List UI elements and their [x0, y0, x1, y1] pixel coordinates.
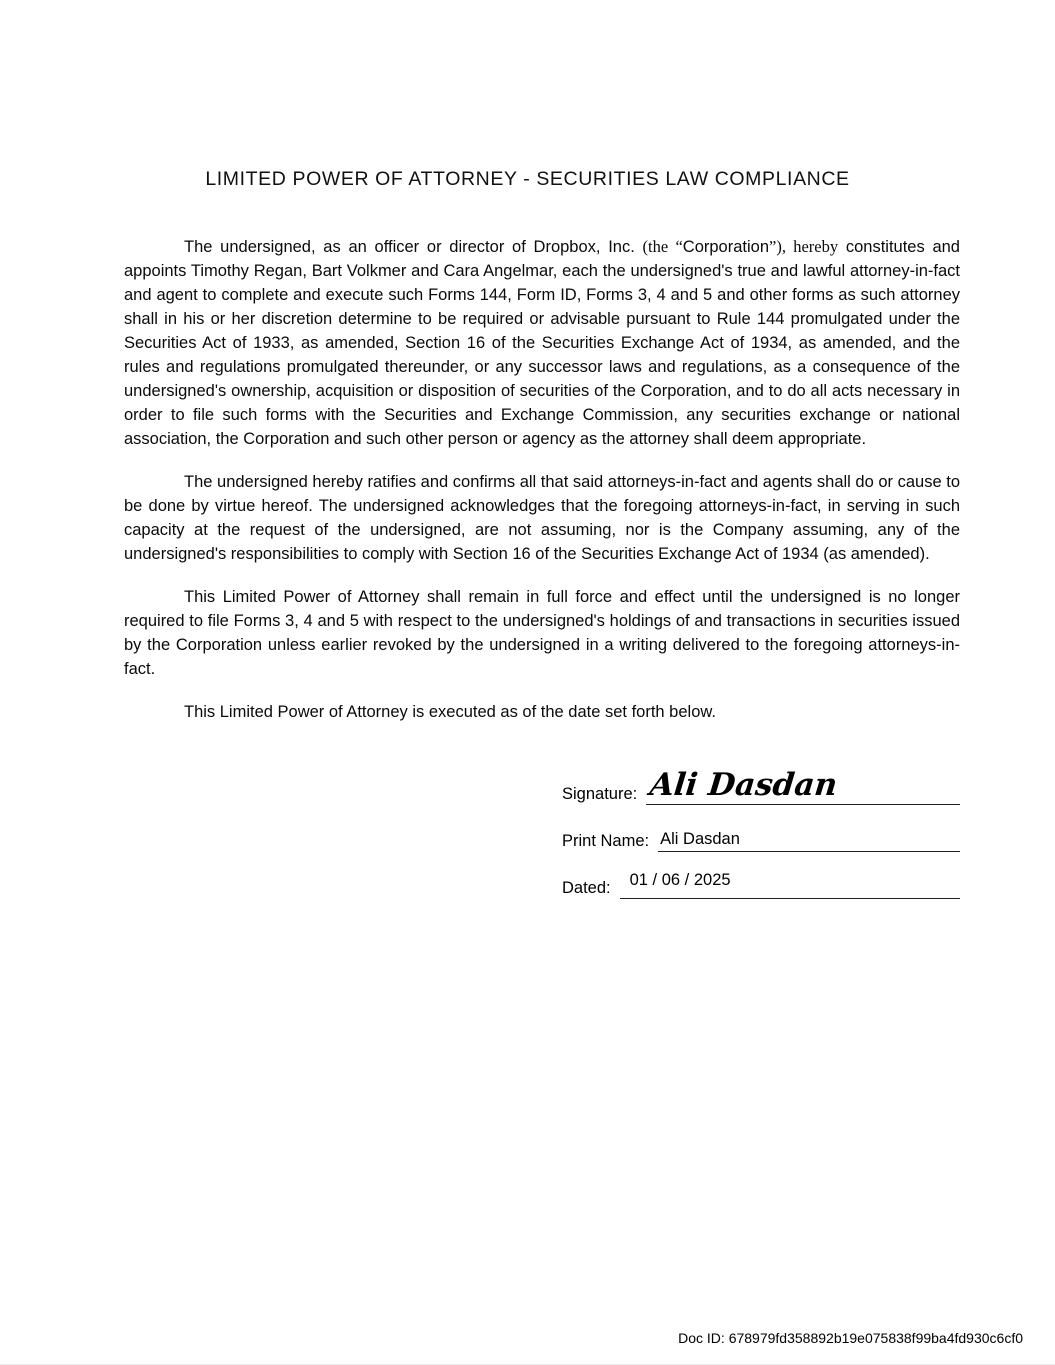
dated-line	[620, 851, 960, 899]
dated-value: 01 / 06 / 2025	[629, 871, 731, 889]
doc-id-label: Doc ID:	[678, 1330, 725, 1346]
signature-block	[562, 758, 960, 899]
paragraph-segment: The undersigned, as an officer or director of Dropbox, Inc.	[184, 238, 643, 256]
document-title: LIMITED POWER OF ATTORNEY - SECURITIES LAW COMPLIANCE	[205, 168, 850, 190]
paragraph	[124, 235, 960, 451]
paragraph-segment: This Limited Power of Attorney is executed as of the date set forth below.	[184, 703, 716, 721]
paragraph	[124, 700, 960, 724]
dated-row	[562, 852, 960, 899]
doc-id-value: 678979fd358892b19e075838f99ba4fd930c6cf0	[728, 1330, 1023, 1346]
paragraph-segment: This Limited Power of Attorney shall remain in full force and effect until the undersigned is no longer required to file Forms 3, 4 and 5 with respect to the undersigned's holdings of and transactions in securities issued by the Corporation unless earlier revoked by the undersigned in a writing delivered to the foregoing attorneys-in-fact.	[124, 588, 960, 678]
signature-handwriting: Ali Dasdan	[648, 767, 840, 803]
paragraph-segment: The undersigned hereby ratifies and confirms all that said attorneys-in-fact and agents shall do or cause to be done by virtue hereof. The undersigned acknowledges that the foregoing attorneys-in-fact, in serving in such capacity at the request of the undersigned, are not assuming, nor is the Company assuming, any of the undersigned's responsibilities to comply with Section 16 of the Securities Exchange Act of 1934 (as amended).	[124, 473, 960, 563]
paragraph	[124, 470, 960, 566]
print-name-line	[658, 804, 960, 852]
print-name-value: Ali Dasdan	[660, 830, 740, 848]
paragraph-segment: constitutes and appoints Timothy Regan, Bart Volkmer and Cara Angelmar, each the undersigned's true and lawful attorney-in-fact and agent to complete and execute such Forms 144, Form ID, Forms 3, 4 and 5 and other forms as such attorney shall in his or her discretion determine to be required or advisable pursuant to Rule 144 promulgated under the Securities Act of 1933, as amended, Section 16 of the Securities Exchange Act of 1934, as amended, and the rules and regulations promulgated thereunder, or any successor laws and regulations, as a consequence of the undersigned's ownership, acquisition or disposition of securities of the Corporation, and to do all acts necessary in order to file such forms with the Securities and Exchange Commission, any securities exchange or national association, the Corporation and such other person or agency as the attorney shall deem appropriate.	[124, 238, 960, 448]
document-body	[124, 235, 960, 724]
paragraph-segment: Corporation	[682, 238, 770, 256]
paragraph	[124, 585, 960, 681]
signature-line	[646, 757, 960, 805]
dated-label: Dated:	[562, 879, 611, 897]
paragraph-segment: (the “	[642, 237, 683, 256]
paragraph-segment: ”), hereby	[769, 237, 839, 256]
doc-id-footer	[678, 1330, 1023, 1346]
print-name-label: Print Name:	[562, 832, 650, 850]
signature-row	[562, 758, 960, 805]
print-name-row	[562, 805, 960, 852]
signature-label: Signature:	[562, 785, 638, 803]
